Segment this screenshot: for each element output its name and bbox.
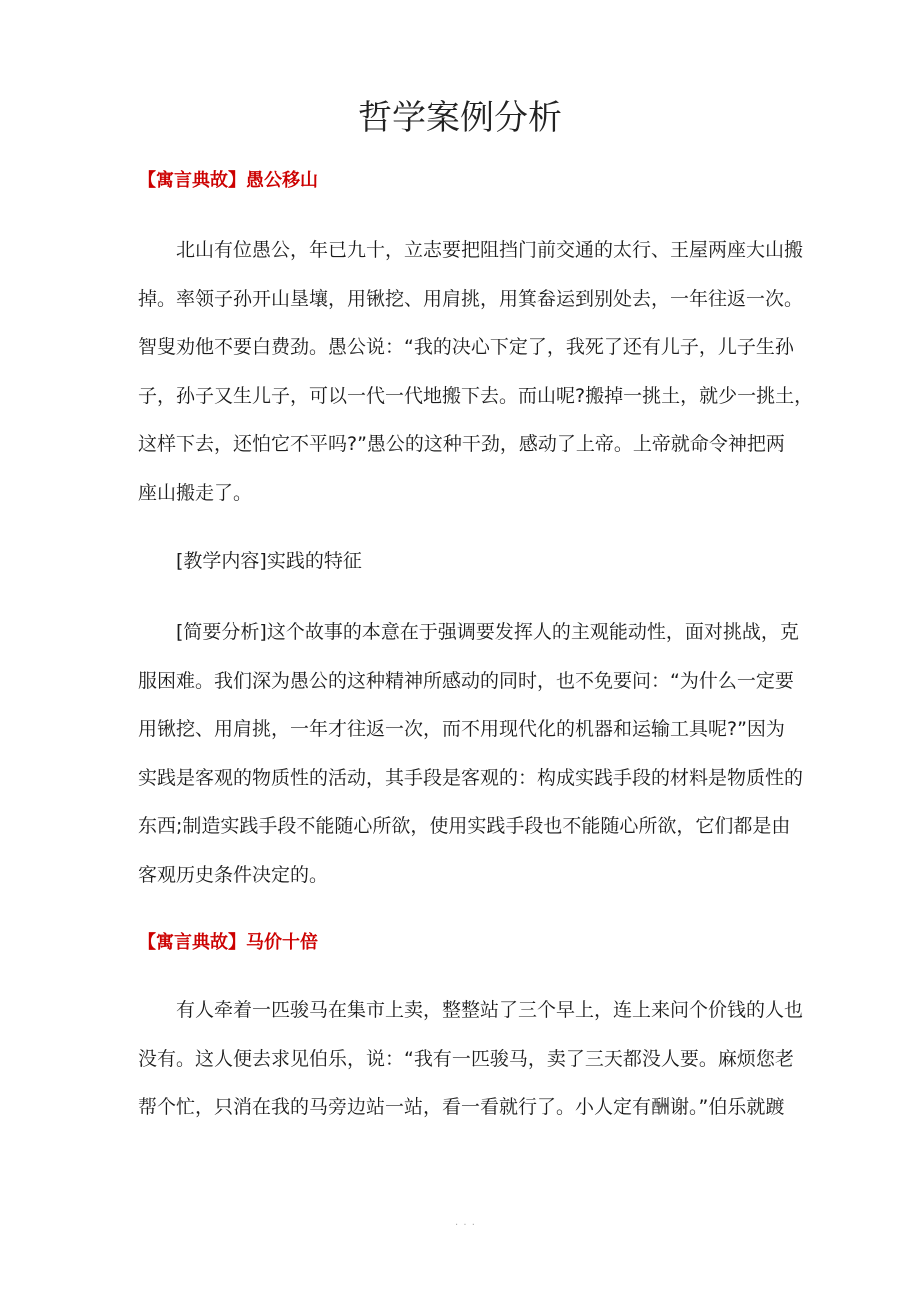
story-line: 北山有位愚公，年已九十，立志要把阻挡门前交通的太行、王屋两座大山搬: [176, 239, 804, 261]
story-line: 有人牵着一匹骏马在集市上卖，整整站了三个早上，连上来问个价钱的人也: [176, 999, 804, 1021]
story-line: 子，孙子又生儿子，可以一代一代地搬下去。而山呢?搬掉一挑土，就少一挑土，: [138, 384, 814, 407]
story-line: 座山搬走了。: [138, 481, 253, 504]
story-line: 智叟劝他不要白费劲。愚公说：“我的决心下定了，我死了还有儿子，儿子生孙: [138, 336, 794, 358]
analysis-line: 客观历史条件决定的。: [138, 863, 329, 886]
section-heading-2: 【寓言典故】马价十倍: [138, 932, 318, 953]
analysis-line: 实践是客观的物质性的活动，其手段是客观的：构成实践手段的材料是物质性的: [138, 766, 804, 789]
story-paragraph-2: [138, 986, 804, 1132]
section-heading-1: 【寓言典故】愚公移山: [138, 170, 318, 191]
story-line: 帮个忙，只消在我的马旁边站一站，看一看就行了。小人定有酬谢。”伯乐就踱: [138, 1096, 785, 1118]
analysis-line: 东西;制造实践手段不能随心所欲，使用实践手段也不能随心所欲，它们都是由: [138, 815, 791, 837]
page-footer-mark: · · ·: [455, 1220, 476, 1231]
story-line: 掉。率领子孙开山垦壤，用锹挖、用肩挑，用箕畚运到别处去，一年往返一次。: [138, 287, 804, 310]
analysis-line: [简要分析]这个故事的本意在于强调要发挥人的主观能动性，面对挑战，克: [176, 621, 799, 643]
story-paragraph-1: [138, 226, 814, 517]
analysis-line: 用锹挖、用肩挑，一年才往返一次，而不用现代化的机器和运输工具呢?”因为: [138, 718, 785, 740]
teaching-line: [教学内容]实践的特征: [176, 550, 362, 572]
page-title: 哲学案例分析: [358, 98, 562, 138]
analysis-paragraph-1: [138, 608, 804, 899]
teaching-content: [138, 537, 788, 586]
story-line: 这样下去，还怕它不平吗?”愚公的这种干劲，感动了上帝。上帝就命令神把两: [138, 433, 785, 455]
analysis-line: 服困难。我们深为愚公的这种精神所感动的同时，也不免要问：“为什么一定要: [138, 669, 794, 692]
story-line: 没有。这人便去求见伯乐，说：“我有一匹骏马，卖了三天都没人要。麻烦您老: [138, 1047, 794, 1070]
